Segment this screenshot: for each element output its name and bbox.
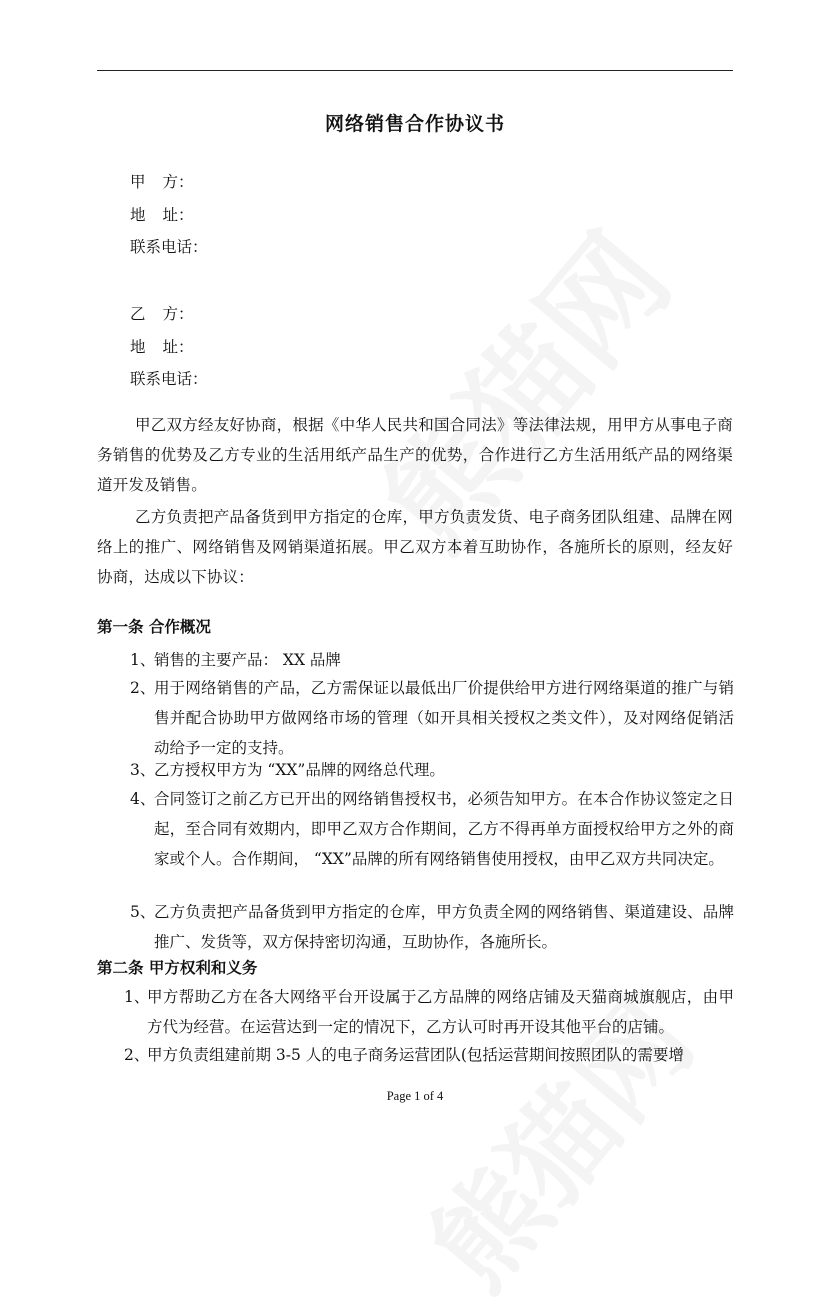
party-a-name-label: 甲方 [130, 173, 178, 191]
document-title: 网络销售合作协议书 [324, 113, 505, 135]
colon: ： [178, 206, 194, 224]
article-1-item [130, 897, 734, 957]
party-b-address-line [130, 337, 194, 357]
header-rule [97, 70, 733, 71]
article-1-item [130, 673, 734, 763]
party-b-name-label: 乙方 [130, 305, 178, 323]
party-b-phone-line [130, 369, 208, 389]
article-1-item [130, 784, 734, 874]
item-number: 2、 [130, 679, 156, 697]
colon: ： [178, 173, 194, 191]
page-footer: Page 1 of 4 [386, 1089, 444, 1103]
party-b-address-label: 地址 [130, 338, 178, 356]
intro-paragraph: 乙方负责把产品备货到甲方指定的仓库，甲方负责发货、电子商务团队组建、品牌在网络上的推广、网络销售及网销渠道拓展。甲乙双方本着互助协作，各施所长的原则，经友好协商，达成以下协议： [97, 508, 733, 586]
party-b-phone-label: 联系电话： [130, 370, 208, 388]
party-a-phone-label: 联系电话： [130, 238, 208, 256]
item-text: 合同签订之前乙方已开出的网络销售授权书，必须告知甲方。在本合作协议签定之日起，至合同有效期内，即甲乙双方合作期间，乙方不得再单方面授权给甲方之外的商家或个人。合作期间， “XX”品牌的所有网络销售使用授权，由甲乙双方共同决定。 [154, 790, 734, 868]
article-1-heading: 第一条 合作概况 [97, 618, 211, 636]
party-b-name-line [130, 304, 194, 324]
intro-paragraph: 甲乙双方经友好协商，根据《中华人民共和国合同法》等法律法规，用甲方从事电子商务销售的优势及乙方专业的生活用纸产品生产的优势，合作进行乙方生活用纸产品的网络渠道开发及销售。 [97, 416, 733, 494]
item-number: 3、 [130, 761, 156, 779]
item-text: 甲方帮助乙方在各大网络平台开设属于乙方品牌的网络店铺及天猫商城旗舰店，由甲方代为经营。在运营达到一定的情况下，乙方认可时再开设其他平台的店铺。 [147, 988, 734, 1036]
article-2-item [124, 1040, 734, 1070]
party-a-name-line [130, 172, 194, 192]
item-text: 乙方授权甲方为 “XX”品牌的网络总代理。 [154, 761, 445, 779]
item-number: 5、 [130, 903, 156, 921]
item-text: 销售的主要产品： XX 品牌 [154, 651, 341, 669]
party-a-phone-line [130, 237, 208, 257]
party-a-address-label: 地址 [130, 206, 178, 224]
colon: ： [178, 338, 194, 356]
item-number: 1、 [130, 651, 156, 669]
colon: ： [178, 305, 194, 323]
item-number: 2、 [124, 1046, 150, 1064]
item-text: 甲方负责组建前期 3-5 人的电子商务运营团队(包括运营期间按照团队的需要增 [147, 1046, 684, 1064]
item-text: 乙方负责把产品备货到甲方指定的仓库，甲方负责全网的网络销售、渠道建设、品牌推广、发货等，双方保持密切沟通，互助协作，各施所长。 [154, 903, 734, 951]
article-2-item [124, 982, 734, 1042]
item-number: 4、 [130, 790, 156, 808]
party-a-address-line [130, 205, 194, 225]
article-2-heading: 第二条 甲方权利和义务 [97, 959, 258, 977]
item-text: 用于网络销售的产品，乙方需保证以最低出厂价提供给甲方进行网络渠道的推广与销售并配合协助甲方做网络市场的管理（如开具相关授权之类文件），及对网络促销活动给予一定的支持。 [154, 679, 734, 757]
article-1-item [130, 645, 734, 675]
article-1-item [130, 755, 734, 785]
item-number: 1、 [124, 988, 150, 1006]
